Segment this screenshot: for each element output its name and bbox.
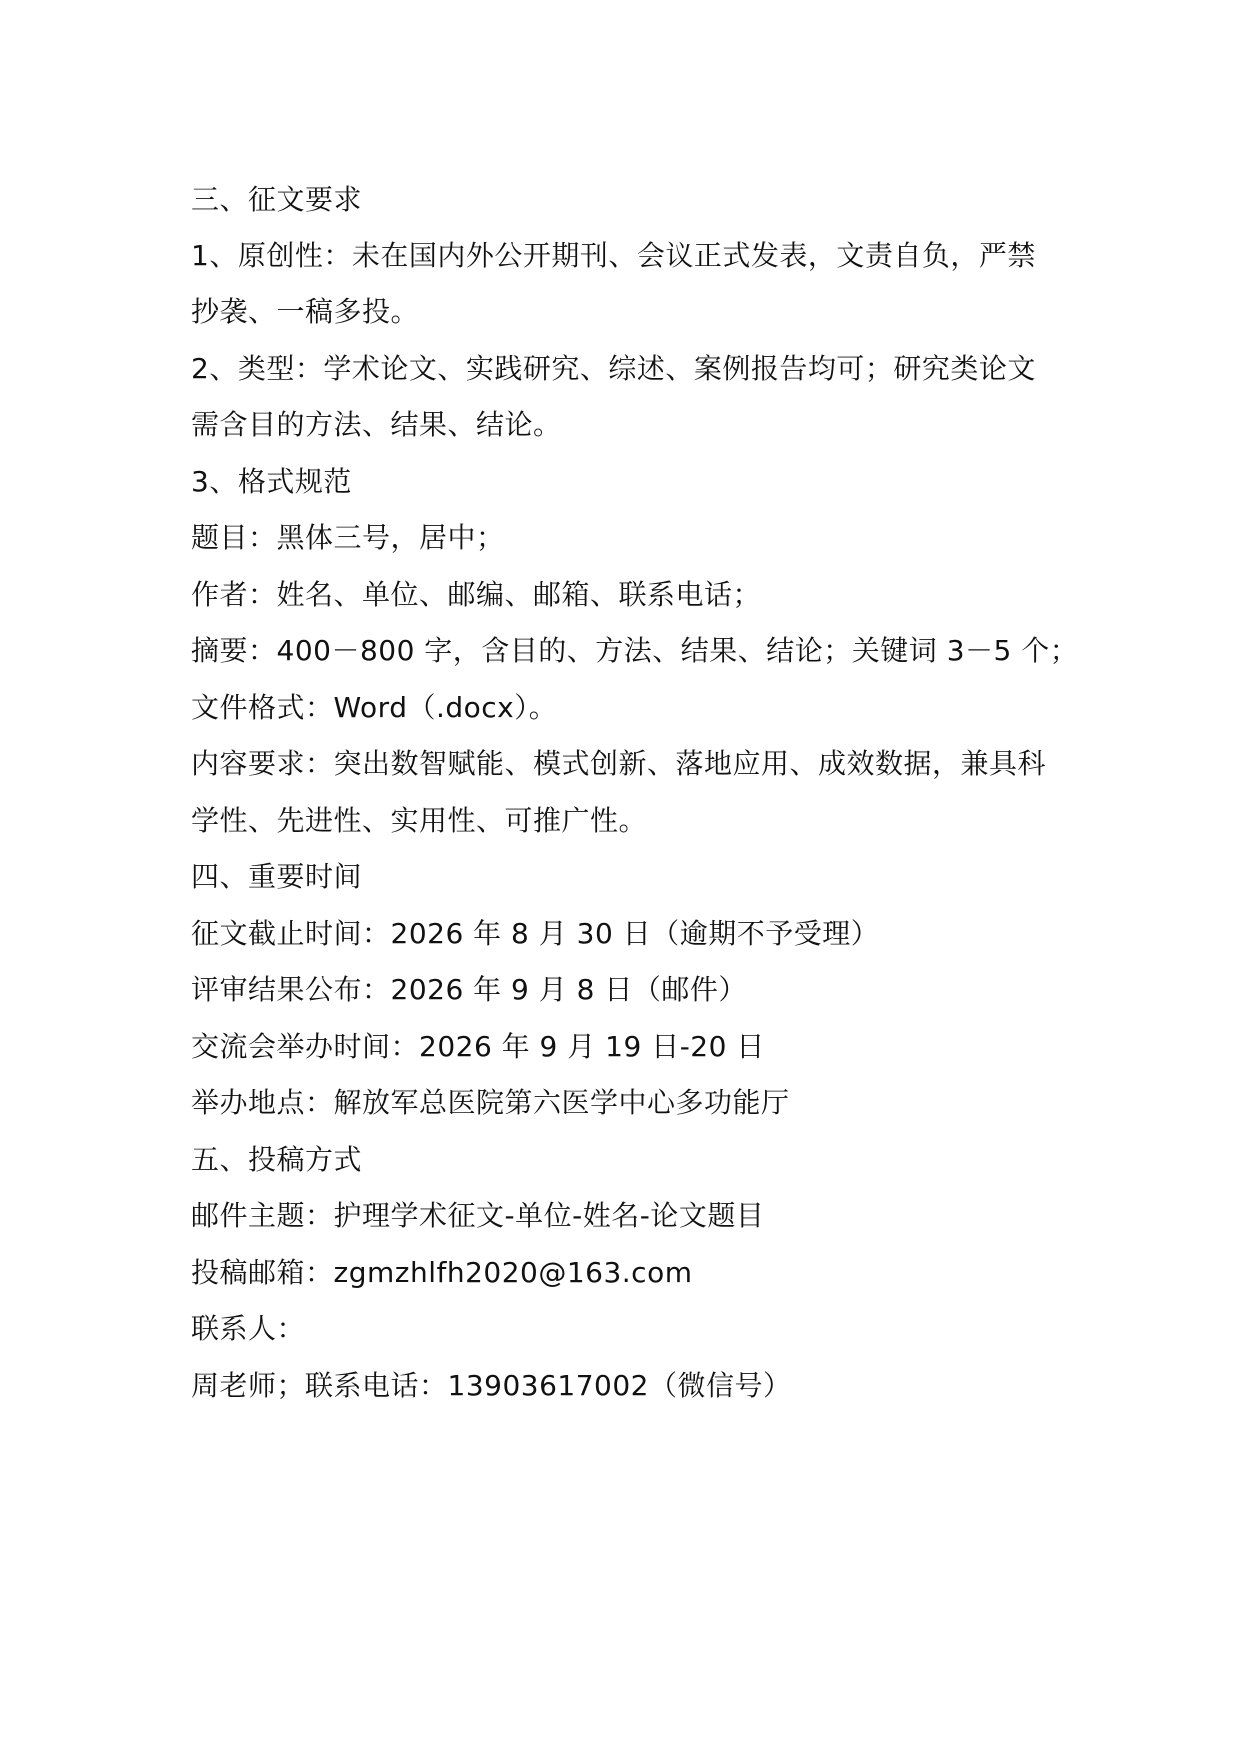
deadline-line: 征文截止时间：2026 年 8 月 30 日（逾期不予受理） [191, 917, 880, 950]
meeting-date-line: 交流会举办时间：2026 年 9 月 19 日-20 日 [191, 1030, 765, 1063]
format-file-rule: 文件格式：Word（.docx）。 [191, 691, 558, 724]
review-result-line: 评审结果公布：2026 年 9 月 8 日（邮件） [191, 973, 747, 1006]
section-heading-submission-requirements: 三、征文要求 [191, 183, 363, 216]
section-heading-submission-method: 五、投稿方式 [191, 1143, 363, 1176]
content-requirement-line-1: 内容要求：突出数智赋能、模式创新、落地应用、成效数据，兼具科 [191, 747, 1047, 780]
section-heading-important-dates: 四、重要时间 [191, 860, 363, 893]
format-author-rule: 作者：姓名、单位、邮编、邮箱、联系电话； [191, 578, 762, 611]
email-subject-line: 邮件主题：护理学术征文-单位-姓名-论文题目 [191, 1199, 765, 1232]
type-line-1: 2、类型：学术论文、实践研究、综述、案例报告均可；研究类论文 [191, 352, 1036, 385]
originality-line-2: 抄袭、一稿多投。 [191, 295, 420, 328]
type-line-2: 需含目的方法、结果、结论。 [191, 408, 562, 441]
submission-email-line: 投稿邮箱：zgmzhlfh2020@163.com [191, 1256, 693, 1289]
meeting-venue-line: 举办地点：解放军总医院第六医学中心多功能厅 [191, 1086, 790, 1119]
format-title-rule: 题目：黑体三号，居中； [191, 521, 505, 554]
contact-detail-line: 周老师；联系电话：13903617002（微信号） [191, 1369, 792, 1402]
originality-line-1: 1、原创性：未在国内外公开期刊、会议正式发表，文责自负，严禁 [191, 239, 1036, 272]
content-requirement-line-2: 学性、先进性、实用性、可推广性。 [191, 804, 648, 837]
contact-label: 联系人： [191, 1312, 306, 1345]
format-abstract-rule: 摘要：400－800 字，含目的、方法、结果、结论；关键词 3－5 个； [191, 634, 1079, 667]
format-heading: 3、格式规范 [191, 465, 352, 498]
